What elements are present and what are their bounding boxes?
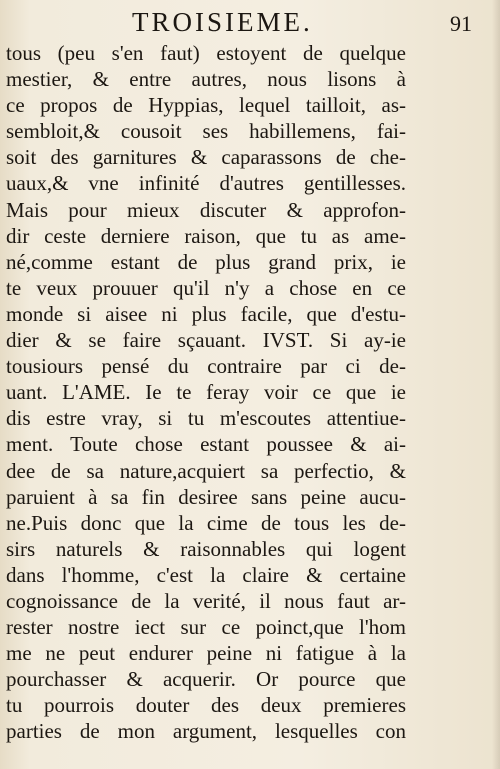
page-number: 91 [450, 11, 472, 36]
text-line: tu pourrois douter des deux premieres [6, 693, 406, 718]
text-line: pourchasser & acquerir. Or pource que [6, 667, 406, 692]
running-head-title: TROISIEME. [132, 7, 313, 37]
text-line: dier & se faire sçauant. IVST. Si ay-ie [6, 328, 406, 353]
text-line: sembloit,& cousoit ses habillemens, fai- [6, 119, 406, 144]
text-line: tousiours pensé du contraire par ci de- [6, 354, 406, 379]
text-line: parties de mon argument, lesquelles con [6, 719, 406, 744]
body-text [6, 40, 406, 745]
text-line: dis estre vray, si tu m'escoutes attentiue- [6, 406, 406, 431]
text-line: soit des garnitures & caparassons de che- [6, 145, 406, 170]
text-line: uant. L'AME. Ie te feray voir ce que ie [6, 380, 406, 405]
text-line: paruient à sa fin desiree sans peine aucu- [6, 484, 406, 509]
text-line: cognoissance de la verité, il nous faut ar- [6, 588, 406, 613]
text-line: me ne peut endurer peine ni fatigue à la [6, 641, 406, 666]
text-line: dee de sa nature,acquiert sa perfectio, & [6, 458, 406, 483]
text-line: ce propos de Hyppias, lequel tailloit, as- [6, 93, 406, 118]
running-head [0, 4, 500, 40]
text-line: dir ceste derniere raison, que tu as ame- [6, 223, 406, 248]
text-line: tous (peu s'en faut) estoyent de quelque [6, 41, 406, 65]
page-edge-shadow [492, 0, 500, 769]
text-line: ne.Puis donc que la cime de tous les de- [6, 510, 406, 535]
text-line: rester nostre iect sur ce poinct,que l'hom [6, 615, 406, 640]
text-line: sirs naturels & raisonnables qui logent [6, 536, 406, 561]
text-line: monde si aisee ni plus facile, que d'estu- [6, 301, 406, 326]
text-line: ment. Toute chose estant poussee & ai- [6, 432, 406, 457]
text-line: Mais pour mieux discuter & approfon- [6, 197, 406, 222]
text-line: né,comme estant de plus grand prix, ie [6, 249, 406, 274]
text-line: dans l'homme, c'est la claire & certaine [6, 562, 406, 587]
text-line: uaux,& vne infinité d'autres gentillesses. [6, 171, 406, 196]
text-line: te veux prouuer qu'il n'y a chose en ce [6, 275, 406, 300]
text-line: mestier, & entre autres, nous lisons à [6, 67, 406, 92]
